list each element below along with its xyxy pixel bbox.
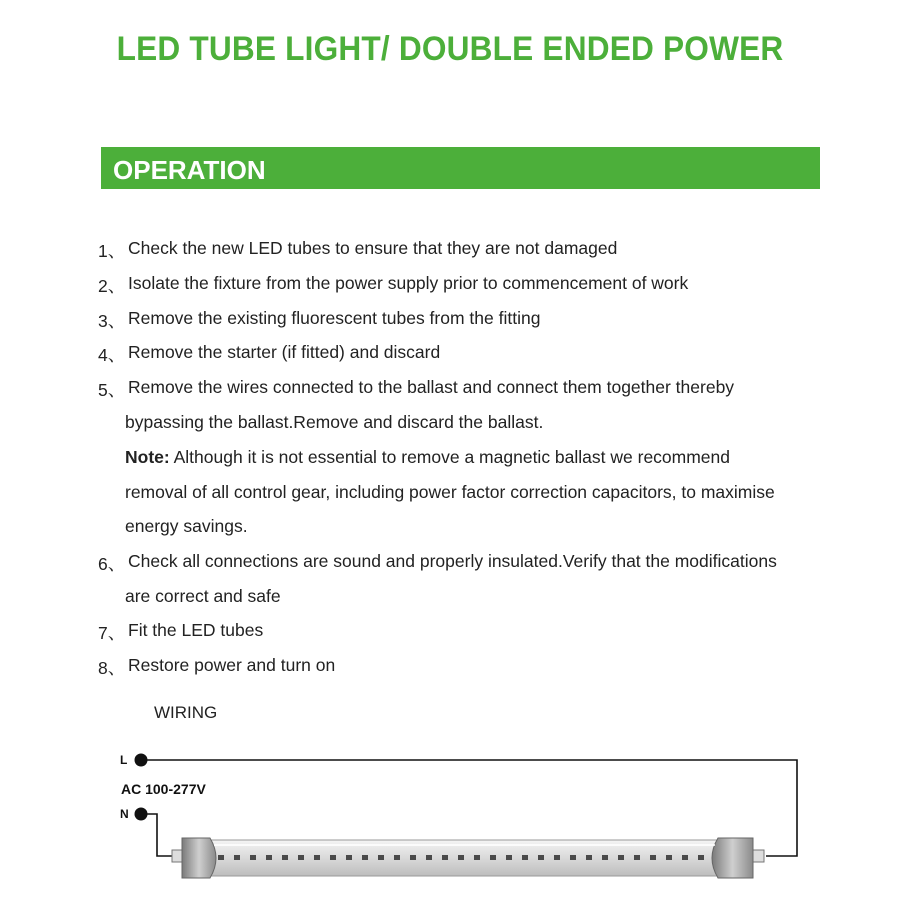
live-label: L: [120, 753, 128, 767]
step-text: Isolate the fixture from the power supply prior to commencement of work: [128, 273, 689, 293]
step-number: 2、: [98, 276, 126, 296]
step-text: Remove the wires connected to the ballast and connect them together thereby: [128, 377, 735, 397]
note-text: removal of all control gear, including power factor correction capacitors, to maximise: [125, 482, 775, 502]
step-number: 3、: [98, 311, 126, 331]
step-number: 1、: [98, 241, 126, 261]
step-text: Restore power and turn on: [128, 655, 336, 675]
note-label: Note:: [125, 447, 170, 467]
note-text: Although it is not essential to remove a magnetic ballast we recommend: [169, 447, 731, 467]
page-title: LED TUBE LIGHT/ DOUBLE ENDED POWER: [116, 30, 784, 68]
step-number: 6、: [98, 554, 126, 574]
step-text: Check the new LED tubes to ensure that they are not damaged: [128, 238, 618, 258]
step-number: 5、: [98, 380, 126, 400]
step-number: 4、: [98, 345, 126, 365]
step-text: Check all connections are sound and properly insulated.Verify that the modifications: [128, 551, 777, 571]
step-text: are correct and safe: [125, 586, 281, 606]
step-number: 8、: [98, 658, 126, 678]
voltage-label: AC 100-277V: [121, 781, 206, 797]
neutral-terminal-icon: [135, 808, 148, 821]
wiring-title: WIRING: [154, 703, 218, 722]
live-terminal-icon: [135, 754, 148, 767]
step-number: 7、: [98, 623, 126, 643]
step-text: Remove the starter (if fitted) and discard: [128, 342, 441, 362]
step-text: bypassing the ballast.Remove and discard the ballast.: [125, 412, 544, 432]
section-title: OPERATION: [113, 155, 266, 185]
note-text: energy savings.: [125, 516, 248, 536]
step-text: Remove the existing fluorescent tubes from the fitting: [128, 308, 541, 328]
led-tube-icon: [172, 838, 764, 878]
neutral-label: N: [120, 807, 129, 821]
neutral-wire: [141, 814, 173, 856]
step-text: Fit the LED tubes: [128, 620, 264, 640]
